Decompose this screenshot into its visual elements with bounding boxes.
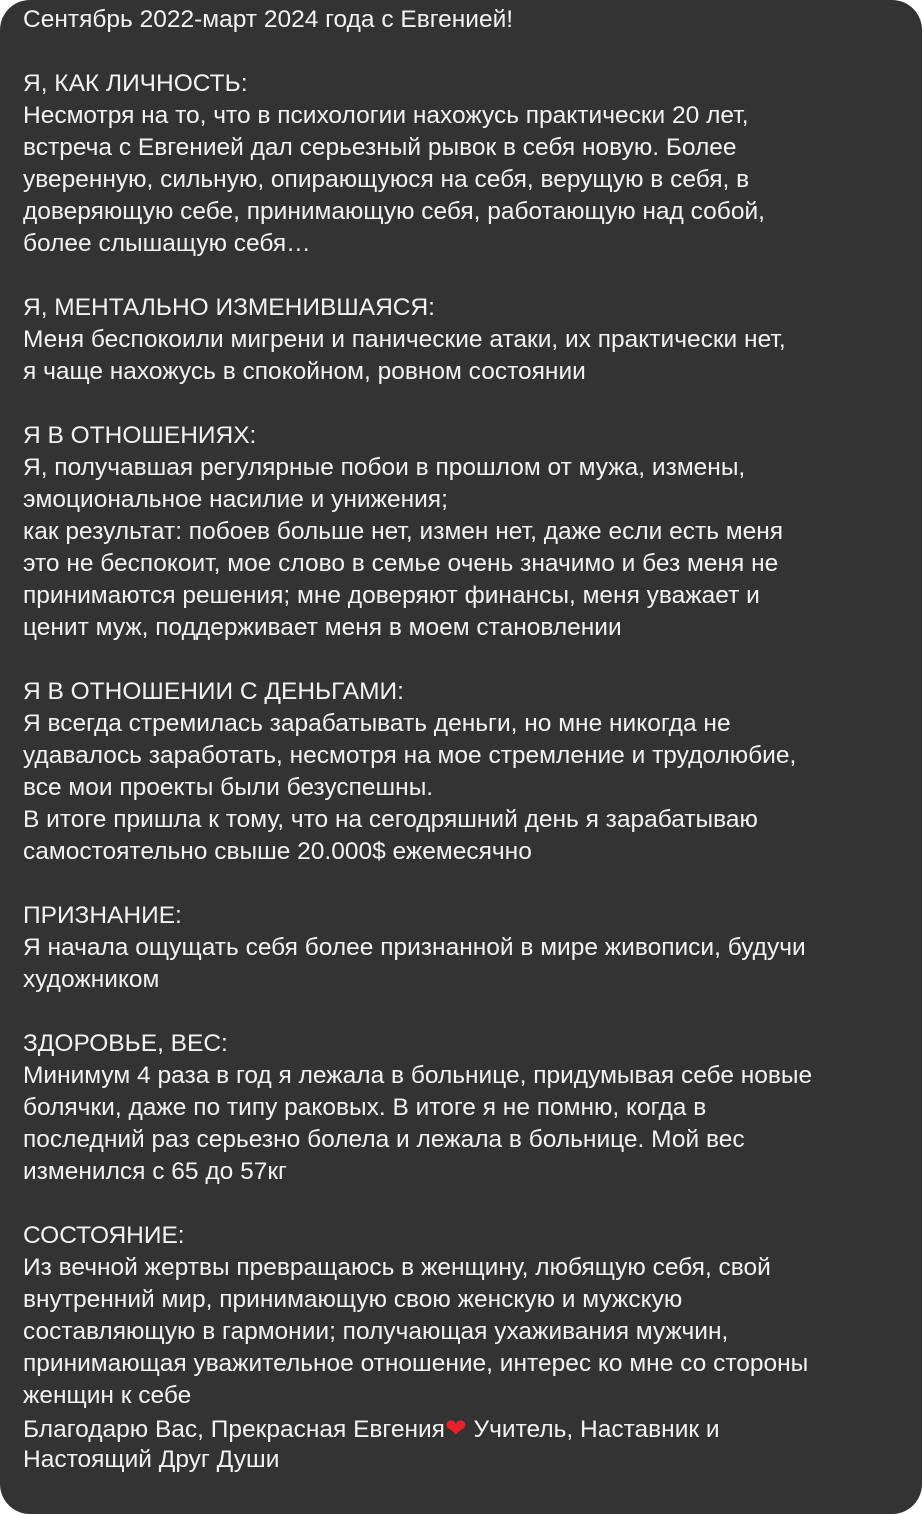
closing-line-1 <box>23 1412 922 1444</box>
closing-text-after: Учитель, Наставник и <box>466 1416 720 1443</box>
section-heading: Я, МЕНТАЛЬНО ИЗМЕНИВШАЯСЯ: <box>23 294 435 321</box>
section <box>23 1028 922 1188</box>
section-text-line: В итоге пришла к тому, что на сегодряшний день я зарабатываю <box>23 806 758 833</box>
section-text-line: уверенную, сильную, опирающуюся на себя, верущую в себя, в <box>23 166 750 193</box>
section-text-line: составляющую в гармонии; получающая ухаживания мужчин, <box>23 1318 729 1345</box>
section-heading: ПРИЗНАНИЕ: <box>23 902 182 929</box>
section <box>23 68 922 260</box>
section-text-line: последний раз серьезно болела и лежала в больнице. Мой вес <box>23 1126 745 1153</box>
section-text-line: Несмотря на то, что в психологии нахожусь практически 20 лет, <box>23 102 749 129</box>
section-text-line: Я начала ощущать себя более признанной в мире живописи, будучи <box>23 934 806 961</box>
section-heading: Я, КАК ЛИЧНОСТЬ: <box>23 70 248 97</box>
section-text-line: Я всегда стремилась зарабатывать деньги, но мне никогда не <box>23 710 731 737</box>
section <box>23 1220 922 1412</box>
message-title: Сентябрь 2022-март 2024 года с Евгенией! <box>23 6 514 33</box>
heart-icon: ❤ <box>444 1413 467 1443</box>
section-heading: СОСТОЯНИЕ: <box>23 1222 185 1249</box>
section-text-line: Меня беспокоили мигрени и панические атаки, их практически нет, <box>23 326 786 353</box>
section-text-line: ценит муж, поддерживает меня в моем становлении <box>23 614 622 641</box>
section-text-line: я чаще нахожусь в спокойном, ровном состоянии <box>23 358 586 385</box>
section-text-line: принимаются решения; мне доверяют финансы, меня уважает и <box>23 582 760 609</box>
section-text-line: Из вечной жертвы превращаюсь в женщину, любящую себя, свой <box>23 1254 771 1281</box>
section-text-line: художником <box>23 966 160 993</box>
section-text-line: более слышащую себя… <box>23 230 311 257</box>
section-text-line: эмоциональное насилие и унижения; <box>23 486 448 513</box>
section-text-line: самостоятельно свыше 20.000$ ежемесячно <box>23 838 532 865</box>
section <box>23 292 922 388</box>
closing-text: Благодарю Вас, Прекрасная Евгения <box>23 1416 445 1443</box>
section-text-line: болячки, даже по типу раковых. В итоге я не помню, когда в <box>23 1094 707 1121</box>
section <box>23 900 922 996</box>
section-heading: ЗДОРОВЬЕ, ВЕС: <box>23 1030 228 1057</box>
section <box>23 420 922 644</box>
section-text-line: доверяющую себе, принимающую себя, работающую над собой, <box>23 198 765 225</box>
section <box>23 676 922 868</box>
section-text-line: это не беспокоит, мое слово в семье очень значимо и без меня не <box>23 550 779 577</box>
section-text-line: женщин к себе <box>23 1382 192 1409</box>
message-title-block <box>23 4 922 36</box>
section-heading: Я В ОТНОШЕНИЯХ: <box>23 422 257 449</box>
section-text-line: как результат: побоев больше нет, измен нет, даже если есть меня <box>23 518 784 545</box>
section-text-line: встреча с Евгенией дал серьезный рывок в себя новую. Более <box>23 134 737 161</box>
section-text-line: удавалось заработать, несмотря на мое стремление и трудолюбие, <box>23 742 797 769</box>
section-heading: Я В ОТНОШЕНИИ С ДЕНЬГАМИ: <box>23 678 404 705</box>
section-text-line: Минимум 4 раза в год я лежала в больнице, придумывая себе новые <box>23 1062 813 1089</box>
section-text-line: все мои проекты были безуспешны. <box>23 774 434 801</box>
closing-line-2: Настоящий Друг Души <box>23 1446 280 1473</box>
section-text-line: изменился с 65 до 57кг <box>23 1158 287 1185</box>
closing-block <box>23 1412 922 1476</box>
section-text-line: принимающая уважительное отношение, интерес ко мне со стороны <box>23 1350 809 1377</box>
section-text-line: Я, получавшая регулярные побои в прошлом от мужа, измены, <box>23 454 746 481</box>
section-text-line: внутренний мир, принимающую свою женскую и мужскую <box>23 1286 683 1313</box>
